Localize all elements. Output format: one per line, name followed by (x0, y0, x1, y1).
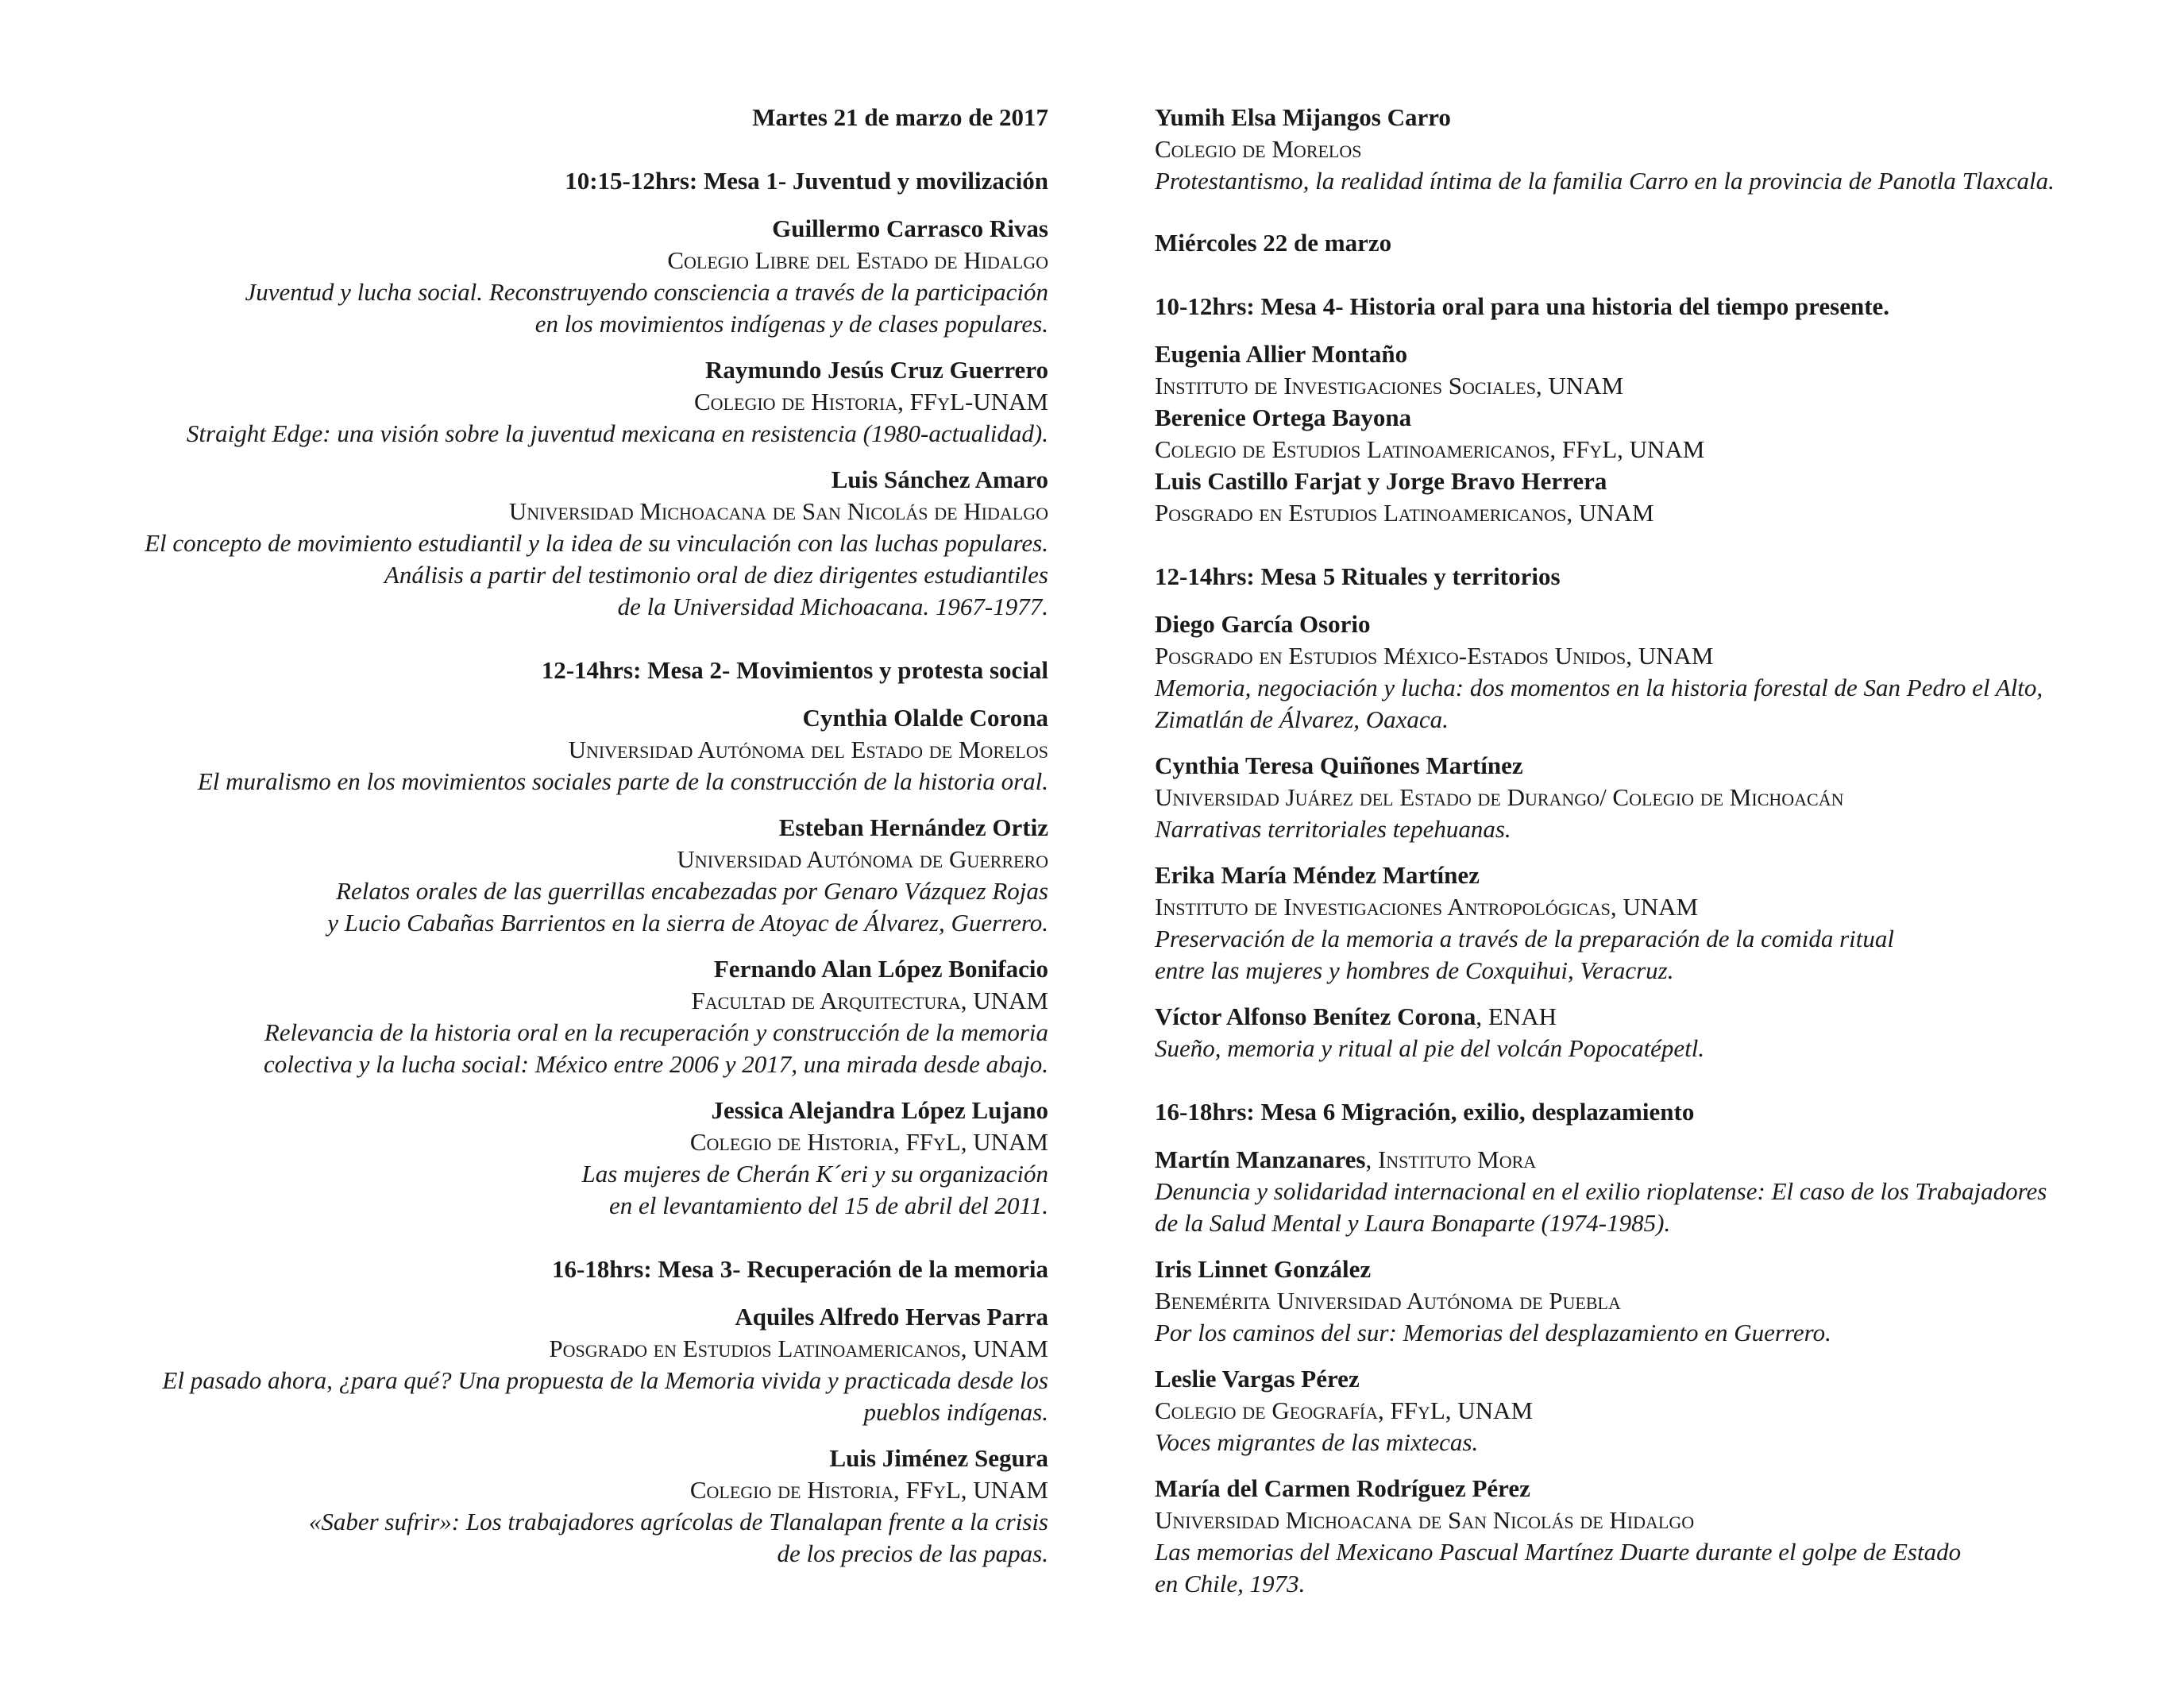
mesa-1-heading: 10:15-12hrs: Mesa 1- Juventud y movilización (565, 167, 1048, 195)
right-column (1155, 102, 2076, 1600)
speaker-entry (1155, 1473, 2076, 1600)
speaker-entry (143, 464, 1048, 623)
speaker-entry (143, 213, 1048, 340)
speaker-entry (1155, 750, 2076, 845)
speaker-institution: Colegio de Estudios Latinoamericanos, FFyL, UNAM (1155, 435, 1705, 463)
speaker-name: Cynthia Teresa Quiñones Martínez (1155, 751, 1523, 779)
speaker-institution: Benemérita Universidad Autónoma de Puebla (1155, 1287, 1621, 1315)
speaker-entry (143, 1095, 1048, 1222)
talk-title: Juventud y lucha social. Reconstruyendo consciencia a través de la participación en los movimientos indígenas y de clases populares. (245, 278, 1048, 338)
speaker-institution: Colegio de Morelos (1155, 135, 1362, 163)
talk-title: Sueño, memoria y ritual al pie del volcán Popocatépetl. (1155, 1034, 1705, 1062)
speaker-name: Iris Linnet González (1155, 1255, 1372, 1283)
speaker-institution: Colegio Libre del Estado de Hidalgo (667, 246, 1048, 274)
mesa-6-heading: 16-18hrs: Mesa 6 Migración, exilio, desplazamiento (1155, 1098, 1695, 1126)
speaker-entry (1155, 608, 2076, 736)
mesa-2-heading: 12-14hrs: Mesa 2- Movimientos y protesta social (541, 656, 1048, 684)
speaker-entry (1155, 1144, 2076, 1239)
talk-title: Relatos orales de las guerrillas encabezadas por Genaro Vázquez Rojas y Lucio Cabañas Barrientos en la sierra de Atoyac de Álvarez, Guerrero. (327, 877, 1048, 937)
speaker-name: Luis Jiménez Segura (829, 1444, 1048, 1472)
speaker-name: Raymundo Jesús Cruz Guerrero (705, 356, 1048, 384)
speaker-institution: Facultad de Arquitectura, UNAM (691, 987, 1048, 1014)
day-heading-wednesday: Miércoles 22 de marzo (1155, 229, 1392, 257)
talk-title: Por los caminos del sur: Memorias del desplazamiento en Guerrero. (1155, 1319, 1831, 1346)
speaker-entry (1155, 1253, 2076, 1349)
talk-title: Protestantismo, la realidad íntima de la familia Carro en la provincia de Panotla Tlaxcala. (1155, 167, 2055, 195)
speaker-name: Eugenia Allier Montaño (1155, 340, 1408, 368)
speaker-institution: Instituto de Investigaciones Sociales, UNAM (1155, 372, 1624, 400)
speaker-stack (1155, 338, 2076, 529)
speaker-entry (143, 354, 1048, 450)
speaker-institution: Universidad Autónoma del Estado de Morelos (568, 736, 1048, 763)
speaker-line (1155, 1001, 2076, 1033)
speaker-name: Luis Castillo Farjat y Jorge Bravo Herrera (1155, 467, 1607, 495)
speaker-entry (1155, 1363, 2076, 1458)
speaker-institution: Universidad Autónoma de Guerrero (677, 845, 1048, 873)
speaker-entry (1155, 1001, 2076, 1064)
talk-title: Relevancia de la historia oral en la recuperación y construcción de la memoria colectiva y la lucha social: México entre 2006 y 2017, una mirada desde abajo. (263, 1018, 1048, 1078)
speaker-entry (143, 953, 1048, 1080)
speaker-institution: , Instituto Mora (1365, 1145, 1537, 1173)
mesa-3-heading: 16-18hrs: Mesa 3- Recuperación de la memoria (551, 1255, 1048, 1283)
left-column (143, 102, 1048, 1570)
speaker-institution: Posgrado en Estudios Latinoamericanos, UNAM (549, 1335, 1048, 1362)
talk-title: Narrativas territoriales tepehuanas. (1155, 815, 1511, 843)
speaker-entry (143, 1443, 1048, 1570)
talk-title: Straight Edge: una visión sobre la juventud mexicana en resistencia (1980-actualidad). (186, 419, 1048, 447)
talk-title: El pasado ahora, ¿para qué? Una propuesta de la Memoria vivida y practicada desde los pueblos indígenas. (162, 1366, 1048, 1426)
speaker-institution: Colegio de Historia, FFyL, UNAM (689, 1128, 1048, 1156)
speaker-institution: Colegio de Geografía, FFyL, UNAM (1155, 1396, 1534, 1424)
talk-title: «Saber sufrir»: Los trabajadores agrícolas de Tlanalapan frente a la crisis de los precios de las papas. (308, 1508, 1048, 1567)
speaker-entry (1155, 102, 2076, 197)
speaker-entry (143, 812, 1048, 939)
speaker-name: Esteban Hernández Ortiz (778, 813, 1048, 841)
speaker-entry (143, 1301, 1048, 1428)
speaker-institution: Universidad Juárez del Estado de Durango/ Colegio de Michoacán (1155, 783, 1844, 811)
speaker-name: Martín Manzanares (1155, 1145, 1366, 1173)
speaker-institution: Colegio de Historia, FFyL, UNAM (689, 1476, 1048, 1504)
speaker-name: Luis Sánchez Amaro (831, 465, 1048, 493)
speaker-name: Víctor Alfonso Benítez Corona (1155, 1002, 1476, 1030)
speaker-institution: Universidad Michoacana de San Nicolás de Hidalgo (508, 497, 1048, 525)
speaker-name: María del Carmen Rodríguez Pérez (1155, 1474, 1530, 1502)
speaker-name: Berenice Ortega Bayona (1155, 404, 1412, 431)
speaker-name: Yumih Elsa Mijangos Carro (1155, 103, 1451, 131)
speaker-institution: Colegio de Historia, FFyL-UNAM (694, 388, 1048, 415)
day-heading-tuesday: Martes 21 de marzo de 2017 (752, 103, 1048, 131)
speaker-institution: Posgrado en Estudios Latinoamericanos, UNAM (1155, 499, 1654, 527)
speaker-institution: , ENAH (1476, 1002, 1557, 1030)
speaker-name: Jessica Alejandra López Lujano (711, 1096, 1048, 1124)
talk-title: Preservación de la memoria a través de la preparación de la comida ritual entre las mujeres y hombres de Coxquihui, Veracruz. (1155, 925, 1894, 984)
speaker-name: Erika María Méndez Martínez (1155, 861, 1480, 889)
speaker-institution: Posgrado en Estudios México-Estados Unidos, UNAM (1155, 642, 1714, 670)
speaker-institution: Instituto de Investigaciones Antropológicas, UNAM (1155, 893, 1699, 921)
speaker-line (1155, 1144, 2076, 1176)
speaker-name: Cynthia Olalde Corona (802, 704, 1048, 732)
speaker-entry (1155, 859, 2076, 987)
talk-title: Denuncia y solidaridad internacional en el exilio rioplatense: El caso de los Trabajadores de la Salud Mental y Laura Bonaparte (1974-1985). (1155, 1177, 2047, 1237)
talk-title: Las memorias del Mexicano Pascual Martínez Duarte durante el golpe de Estado en Chile, 1973. (1155, 1538, 1962, 1597)
mesa-4-heading: 10-12hrs: Mesa 4- Historia oral para una historia del tiempo presente. (1155, 292, 1890, 320)
speaker-entry (143, 702, 1048, 798)
talk-title: Las mujeres de Cherán K´eri y su organización en el levantamiento del 15 de abril del 2011. (581, 1160, 1048, 1219)
mesa-5-heading: 12-14hrs: Mesa 5 Rituales y territorios (1155, 562, 1561, 590)
speaker-name: Guillermo Carrasco Rivas (772, 214, 1048, 242)
speaker-name: Fernando Alan López Bonifacio (713, 955, 1048, 983)
speaker-name: Diego García Osorio (1155, 610, 1371, 638)
speaker-name: Leslie Vargas Pérez (1155, 1365, 1360, 1393)
talk-title: Voces migrantes de las mixtecas. (1155, 1428, 1479, 1456)
talk-title: El concepto de movimiento estudiantil y la idea de su vinculación con las luchas populares. Análisis a partir del testimonio oral de diez dirigentes estudiantiles de la Universidad Michoacana. 1967-1977. (145, 529, 1048, 620)
talk-title: El muralismo en los movimientos sociales parte de la construcción de la historia oral. (197, 767, 1048, 795)
speaker-name: Aquiles Alfredo Hervas Parra (735, 1303, 1048, 1331)
talk-title: Memoria, negociación y lucha: dos momentos en la historia forestal de San Pedro el Alto, Zimatlán de Álvarez, Oaxaca. (1155, 674, 2043, 733)
speaker-institution: Universidad Michoacana de San Nicolás de Hidalgo (1155, 1506, 1695, 1534)
